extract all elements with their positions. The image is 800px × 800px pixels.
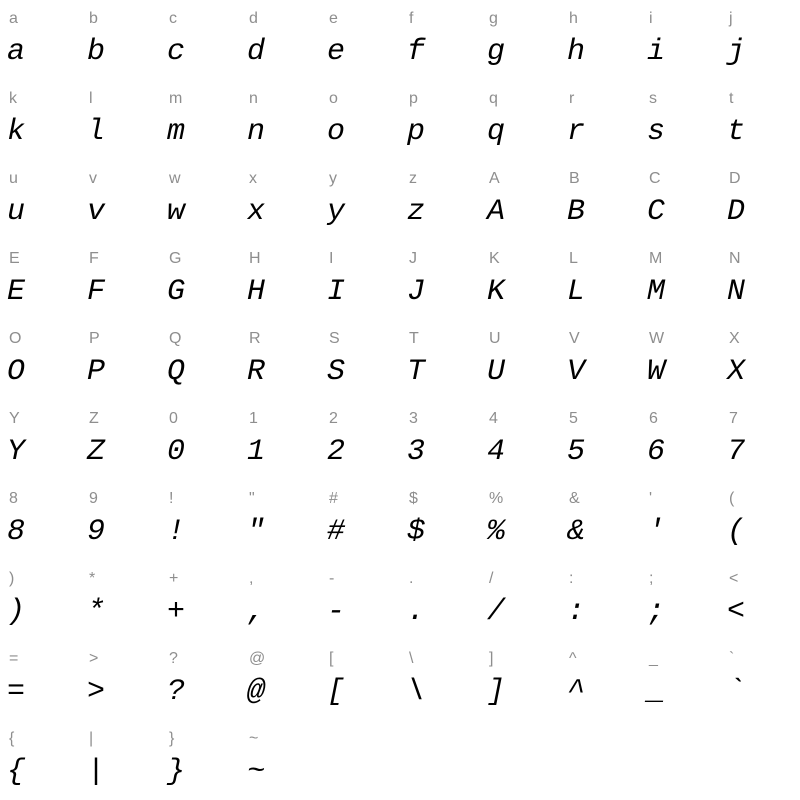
char-glyph: 3 <box>407 435 426 469</box>
char-glyph: ' <box>647 515 666 549</box>
char-label: K <box>489 250 500 267</box>
char-glyph: , <box>247 595 266 629</box>
char-label: % <box>489 490 504 507</box>
char-glyph: ^ <box>567 675 586 709</box>
char-label: e <box>329 10 338 27</box>
char-cell <box>240 0 320 80</box>
char-label: X <box>729 330 740 347</box>
char-cell <box>0 720 80 800</box>
char-label: N <box>729 250 741 267</box>
char-cell <box>400 400 480 480</box>
char-cell <box>80 400 160 480</box>
char-cell <box>480 80 560 160</box>
char-glyph: $ <box>407 515 426 549</box>
char-label: Q <box>169 330 182 347</box>
char-label: R <box>249 330 261 347</box>
char-cell <box>160 640 240 720</box>
char-cell <box>720 80 800 160</box>
char-label: a <box>9 10 18 27</box>
char-label: , <box>249 570 254 587</box>
char-label: < <box>729 570 739 587</box>
char-cell <box>640 0 720 80</box>
char-label: \ <box>409 650 414 667</box>
char-cell <box>0 160 80 240</box>
char-label: z <box>409 170 417 187</box>
char-cell <box>320 80 400 160</box>
char-label: W <box>649 330 665 347</box>
char-label: . <box>409 570 414 587</box>
char-label: 3 <box>409 410 418 427</box>
char-label: j <box>729 10 733 27</box>
char-glyph: | <box>87 755 106 789</box>
char-label: G <box>169 250 182 267</box>
char-cell <box>320 160 400 240</box>
char-glyph: ( <box>727 515 746 549</box>
char-glyph: < <box>727 595 746 629</box>
char-label: u <box>9 170 18 187</box>
char-cell <box>320 240 400 320</box>
char-glyph: ! <box>167 515 186 549</box>
char-glyph: # <box>327 515 346 549</box>
char-glyph: d <box>247 35 266 69</box>
char-cell <box>0 560 80 640</box>
char-cell <box>640 640 720 720</box>
char-cell <box>400 480 480 560</box>
char-cell <box>320 480 400 560</box>
char-label: I <box>329 250 334 267</box>
char-cell <box>480 560 560 640</box>
char-cell <box>400 0 480 80</box>
char-cell <box>160 320 240 400</box>
char-cell <box>160 720 240 800</box>
char-cell <box>400 80 480 160</box>
char-cell <box>160 480 240 560</box>
char-cell <box>80 240 160 320</box>
char-cell <box>240 160 320 240</box>
char-glyph: 6 <box>647 435 666 469</box>
char-glyph: H <box>247 275 266 309</box>
char-cell <box>240 560 320 640</box>
char-cell <box>560 160 640 240</box>
char-label: S <box>329 330 340 347</box>
char-label: 9 <box>89 490 98 507</box>
char-label: ' <box>649 490 653 507</box>
char-cell <box>400 320 480 400</box>
char-label: n <box>249 90 258 107</box>
char-glyph: Y <box>7 435 26 469</box>
char-cell <box>0 0 80 80</box>
char-label: E <box>9 250 20 267</box>
char-glyph: o <box>327 115 346 149</box>
char-label: + <box>169 570 179 587</box>
char-label: ` <box>729 650 735 667</box>
char-cell <box>560 240 640 320</box>
char-label: P <box>89 330 100 347</box>
char-glyph: % <box>487 515 506 549</box>
char-cell <box>80 0 160 80</box>
char-cell <box>160 560 240 640</box>
char-label: D <box>729 170 741 187</box>
char-cell <box>80 80 160 160</box>
char-glyph: 4 <box>487 435 506 469</box>
char-glyph: 9 <box>87 515 106 549</box>
char-label: w <box>169 170 181 187</box>
char-label: - <box>329 570 335 587</box>
char-glyph: " <box>247 515 266 549</box>
char-label: J <box>409 250 417 267</box>
char-label: H <box>249 250 261 267</box>
char-glyph: Z <box>87 435 106 469</box>
char-glyph: 2 <box>327 435 346 469</box>
char-label: l <box>89 90 93 107</box>
char-cell <box>0 80 80 160</box>
char-label: ? <box>169 650 178 667</box>
char-glyph: z <box>407 195 426 229</box>
char-cell <box>0 240 80 320</box>
char-glyph: V <box>567 355 586 389</box>
char-glyph: ] <box>487 675 506 709</box>
char-cell <box>720 480 800 560</box>
char-cell <box>80 720 160 800</box>
char-cell <box>480 480 560 560</box>
char-glyph: & <box>567 515 586 549</box>
char-cell <box>320 560 400 640</box>
char-label: 8 <box>9 490 18 507</box>
char-glyph: S <box>327 355 346 389</box>
char-cell <box>240 80 320 160</box>
char-cell <box>320 640 400 720</box>
char-cell <box>720 640 800 720</box>
char-glyph: * <box>87 595 106 629</box>
char-glyph: I <box>327 275 346 309</box>
char-cell <box>0 480 80 560</box>
char-glyph: C <box>647 195 666 229</box>
char-label: $ <box>409 490 418 507</box>
char-glyph: b <box>87 35 106 69</box>
char-label: & <box>569 490 580 507</box>
char-cell <box>480 0 560 80</box>
char-glyph: X <box>727 355 746 389</box>
char-glyph: 8 <box>7 515 26 549</box>
char-label: ] <box>489 650 494 667</box>
char-label: x <box>249 170 257 187</box>
char-glyph: l <box>87 115 106 149</box>
char-cell <box>560 400 640 480</box>
char-label: O <box>9 330 22 347</box>
char-glyph: K <box>487 275 506 309</box>
char-glyph: . <box>407 595 426 629</box>
char-glyph: y <box>327 195 346 229</box>
char-cell <box>240 320 320 400</box>
char-cell <box>240 480 320 560</box>
char-glyph: j <box>727 35 746 69</box>
char-glyph: = <box>7 675 26 709</box>
char-label: F <box>89 250 99 267</box>
char-glyph: c <box>167 35 186 69</box>
char-glyph: t <box>727 115 746 149</box>
char-cell <box>480 320 560 400</box>
char-glyph: m <box>167 115 186 149</box>
char-label: b <box>89 10 98 27</box>
char-cell <box>160 80 240 160</box>
char-label: 6 <box>649 410 658 427</box>
char-cell <box>400 560 480 640</box>
char-glyph: u <box>7 195 26 229</box>
char-label: r <box>569 90 575 107</box>
char-glyph: N <box>727 275 746 309</box>
char-glyph: 5 <box>567 435 586 469</box>
char-glyph: } <box>167 755 186 789</box>
char-cell <box>720 320 800 400</box>
char-cell <box>80 560 160 640</box>
char-label: @ <box>249 650 266 667</box>
char-label: t <box>729 90 734 107</box>
char-cell <box>480 400 560 480</box>
char-label: Y <box>9 410 20 427</box>
char-cell <box>640 560 720 640</box>
char-cell <box>160 400 240 480</box>
char-label: _ <box>649 650 658 667</box>
char-glyph: P <box>87 355 106 389</box>
char-glyph: > <box>87 675 106 709</box>
char-glyph: f <box>407 35 426 69</box>
char-label: i <box>649 10 653 27</box>
char-label: M <box>649 250 663 267</box>
char-glyph: n <box>247 115 266 149</box>
char-label: > <box>89 650 99 667</box>
char-cell <box>400 640 480 720</box>
char-glyph: i <box>647 35 666 69</box>
char-cell <box>560 0 640 80</box>
char-glyph: J <box>407 275 426 309</box>
char-label: A <box>489 170 500 187</box>
char-glyph: g <box>487 35 506 69</box>
char-glyph: e <box>327 35 346 69</box>
char-cell <box>640 240 720 320</box>
char-glyph: L <box>567 275 586 309</box>
char-cell <box>640 480 720 560</box>
char-glyph: _ <box>647 675 666 709</box>
char-glyph: ` <box>727 675 746 709</box>
char-label: C <box>649 170 661 187</box>
char-cell <box>640 160 720 240</box>
char-glyph: r <box>567 115 586 149</box>
char-cell <box>480 640 560 720</box>
char-label: ( <box>729 490 735 507</box>
char-label: U <box>489 330 501 347</box>
char-label: 7 <box>729 410 738 427</box>
char-cell <box>720 240 800 320</box>
char-glyph: p <box>407 115 426 149</box>
char-glyph: E <box>7 275 26 309</box>
char-label: s <box>649 90 657 107</box>
char-cell <box>240 240 320 320</box>
char-cell <box>480 240 560 320</box>
char-label: k <box>9 90 17 107</box>
char-glyph: W <box>647 355 666 389</box>
char-cell <box>560 640 640 720</box>
char-cell <box>240 640 320 720</box>
char-glyph: Q <box>167 355 186 389</box>
char-glyph: : <box>567 595 586 629</box>
char-cell <box>320 0 400 80</box>
char-label: ^ <box>569 650 577 667</box>
char-glyph: R <box>247 355 266 389</box>
char-glyph: 1 <box>247 435 266 469</box>
char-glyph: [ <box>327 675 346 709</box>
char-cell <box>560 320 640 400</box>
char-label: o <box>329 90 338 107</box>
char-glyph: - <box>327 595 346 629</box>
char-cell <box>720 160 800 240</box>
char-label: ~ <box>249 730 259 747</box>
char-glyph: A <box>487 195 506 229</box>
char-cell <box>560 560 640 640</box>
char-label: [ <box>329 650 334 667</box>
char-label: Z <box>89 410 99 427</box>
char-glyph: F <box>87 275 106 309</box>
char-glyph: @ <box>247 675 266 709</box>
char-glyph: ~ <box>247 755 266 789</box>
char-glyph: q <box>487 115 506 149</box>
char-label: y <box>329 170 337 187</box>
char-glyph: \ <box>407 675 426 709</box>
char-glyph: 7 <box>727 435 746 469</box>
char-glyph: v <box>87 195 106 229</box>
char-cell <box>720 400 800 480</box>
char-glyph: ; <box>647 595 666 629</box>
char-label: d <box>249 10 258 27</box>
char-label: L <box>569 250 578 267</box>
char-cell <box>560 80 640 160</box>
char-label: q <box>489 90 498 107</box>
char-glyph: x <box>247 195 266 229</box>
char-glyph: O <box>7 355 26 389</box>
char-label: h <box>569 10 578 27</box>
char-label: ; <box>649 570 654 587</box>
char-cell <box>160 0 240 80</box>
char-cell <box>480 160 560 240</box>
char-label: ) <box>9 570 15 587</box>
char-label: / <box>489 570 494 587</box>
char-glyph: ? <box>167 675 186 709</box>
char-label: " <box>249 490 255 507</box>
char-label: 4 <box>489 410 498 427</box>
char-cell <box>400 240 480 320</box>
char-glyph: k <box>7 115 26 149</box>
char-cell <box>80 480 160 560</box>
char-glyph: T <box>407 355 426 389</box>
char-cell <box>0 640 80 720</box>
char-cell <box>0 400 80 480</box>
char-cell <box>80 320 160 400</box>
char-label: V <box>569 330 580 347</box>
char-glyph: + <box>167 595 186 629</box>
char-glyph: s <box>647 115 666 149</box>
char-cell <box>80 160 160 240</box>
char-label: 5 <box>569 410 578 427</box>
char-cell <box>640 400 720 480</box>
char-cell <box>240 720 320 800</box>
char-label: : <box>569 570 574 587</box>
char-cell <box>320 320 400 400</box>
char-cell <box>720 0 800 80</box>
char-label: m <box>169 90 183 107</box>
char-label: # <box>329 490 338 507</box>
char-glyph: U <box>487 355 506 389</box>
char-glyph: M <box>647 275 666 309</box>
char-cell <box>400 160 480 240</box>
char-label: g <box>489 10 498 27</box>
char-label: * <box>89 570 96 587</box>
char-label: = <box>9 650 19 667</box>
char-label: 1 <box>249 410 258 427</box>
char-label: T <box>409 330 419 347</box>
char-label: v <box>89 170 97 187</box>
char-label: p <box>409 90 418 107</box>
char-label: ! <box>169 490 174 507</box>
char-glyph: G <box>167 275 186 309</box>
char-cell <box>560 480 640 560</box>
char-glyph: B <box>567 195 586 229</box>
char-cell <box>80 640 160 720</box>
char-label: { <box>9 730 15 747</box>
char-label: | <box>89 730 94 747</box>
char-glyph: ) <box>7 595 26 629</box>
char-label: c <box>169 10 177 27</box>
char-glyph: 0 <box>167 435 186 469</box>
char-label: 2 <box>329 410 338 427</box>
char-cell <box>640 80 720 160</box>
char-label: f <box>409 10 414 27</box>
char-glyph: D <box>727 195 746 229</box>
char-glyph: w <box>167 195 186 229</box>
char-cell <box>320 400 400 480</box>
char-cell <box>160 240 240 320</box>
char-cell <box>160 160 240 240</box>
char-cell <box>720 560 800 640</box>
char-label: } <box>169 730 175 747</box>
char-cell <box>640 320 720 400</box>
char-cell <box>240 400 320 480</box>
char-label: B <box>569 170 580 187</box>
char-glyph: { <box>7 755 26 789</box>
char-glyph: h <box>567 35 586 69</box>
char-cell <box>0 320 80 400</box>
char-glyph: a <box>7 35 26 69</box>
char-label: 0 <box>169 410 178 427</box>
char-glyph: / <box>487 595 506 629</box>
